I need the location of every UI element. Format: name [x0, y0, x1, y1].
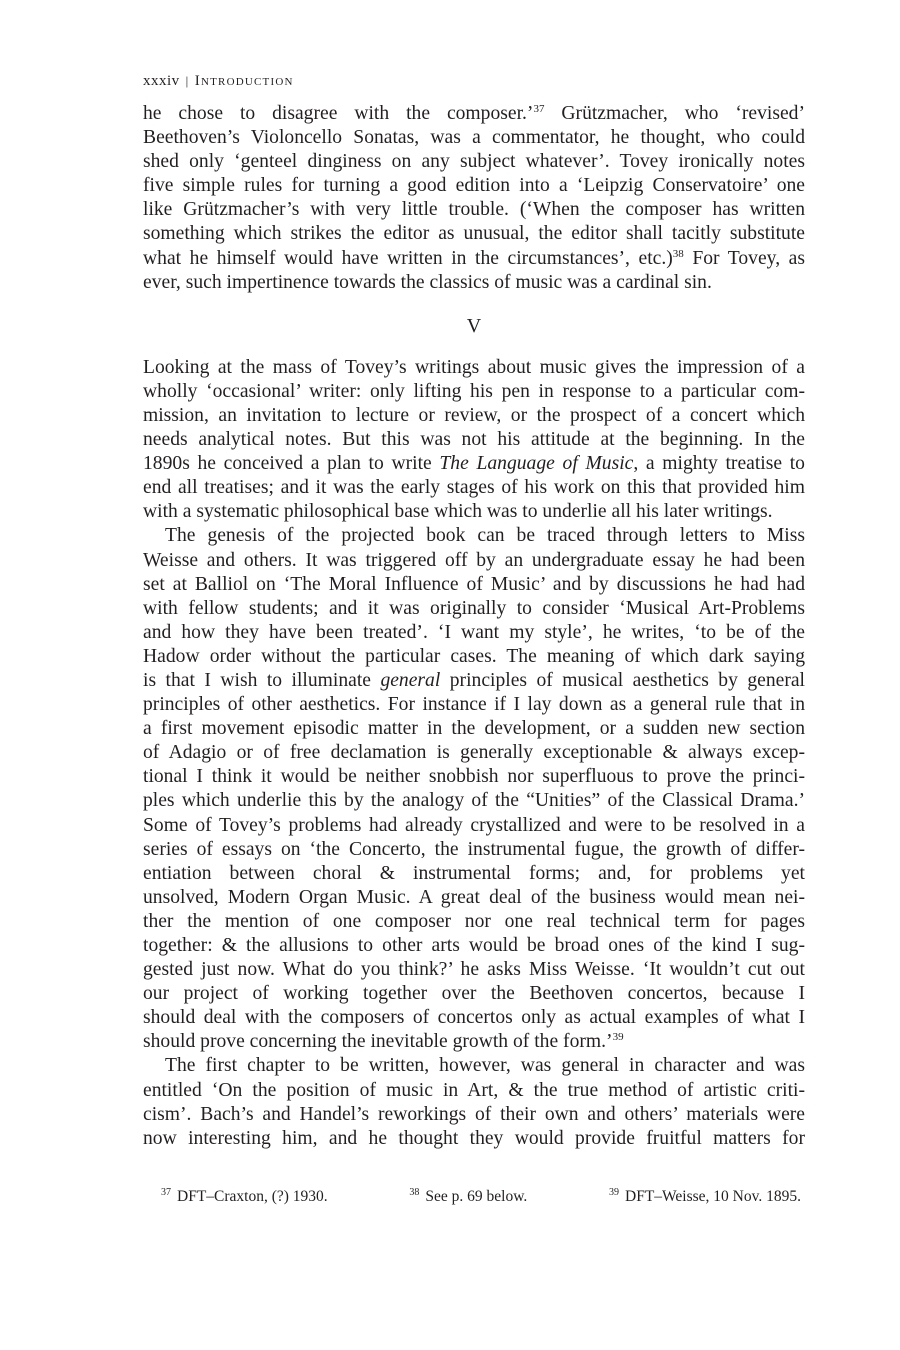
running-head	[143, 70, 805, 92]
text-line: Looking at the mass of Tovey’s writings about music gives the impression of a	[143, 356, 805, 378]
text-line: Weisse and others. It was triggered off by an undergraduate essay he had been	[143, 549, 805, 571]
text-line: entiation between choral & instrumental forms; and, for problems yet	[143, 862, 805, 884]
emphasis-italic: general	[380, 669, 441, 691]
text-line: The genesis of the projected book can be traced through letters to Miss	[165, 525, 805, 547]
text-line: set at Balliol on ‘The Moral Influence of Music’ and by discussions he had had	[143, 573, 805, 595]
footnote-ref-37[interactable]: 37	[533, 103, 545, 115]
running-head-separator: |	[185, 73, 189, 88]
text-line: gested just now. What do you think?’ he asks Miss Weisse. ‘It wouldn’t cut out	[143, 959, 805, 981]
text-line: needs analytical notes. But this was not his attitude at the beginning. In the	[143, 429, 805, 451]
text-line: ples which underlie this by the analogy of the “Unities” of the Classical Drama.’	[143, 790, 805, 812]
text-line: with fellow students; and it was originally to consider ‘Musical Art-Problems	[143, 597, 805, 619]
text-line: together: & the allusions to other arts would be broad ones of the kind I sug-	[143, 935, 805, 956]
section-heading: V	[466, 314, 482, 337]
book-title-italic: The Language of Music	[439, 453, 634, 475]
text-line: our project of working together over the Beethoven concertos, because I	[143, 983, 805, 1005]
text-line: entitled ‘On the position of music in Art, & the true method of artistic criti-	[143, 1079, 805, 1101]
text-line: and how they have been treated’. ‘I want my style’, he writes, ‘to be of the	[143, 621, 805, 643]
paragraph-continued	[143, 102, 805, 295]
footnote-39: $^{39}$ DFT–Weisse, 10 Nov. 1895.	[609, 1187, 801, 1205]
text-line: cism’. Bach’s and Handel’s reworkings of their own and others’ materials were	[143, 1103, 805, 1125]
text-line: Some of Tovey’s problems had already crystallized and were to be resolved in a	[143, 814, 805, 836]
text-line: something which strikes the editor as unusual, the editor shall tacitly substitute	[143, 223, 805, 245]
page-number: xxxiv	[143, 73, 180, 89]
text-line: tional I think it would be neither snobbish nor superfluous to prove the princi-	[143, 766, 805, 788]
footnotes	[161, 1187, 801, 1207]
text-line: should deal with the composers of concertos only as actual examples of what I	[143, 1007, 805, 1029]
text-line: like Grützmacher’s with very little trouble. (‘When the composer has written	[143, 199, 805, 221]
text-line: Hadow order without the particular cases. The meaning of which dark saying	[143, 645, 805, 667]
text-line: a first movement episodic matter in the development, or a sudden new section	[143, 718, 805, 740]
text-line: ther the mention of one composer nor one real technical term for pages	[143, 910, 805, 932]
book-page	[143, 70, 805, 1151]
text-line: shed only ‘genteel dinginess on any subject whatever’. Tovey ironically notes	[143, 151, 805, 173]
footnote-37: $^{37}$ DFT–Craxton, (?) 1930.	[161, 1187, 328, 1205]
text-line: mission, an invitation to lecture or review, or the prospect of a concert which	[143, 404, 805, 426]
text-line: wholly ‘occasional’ writer: only lifting his pen in response to a particular com-	[143, 380, 805, 402]
paragraph	[143, 524, 805, 1054]
paragraph	[143, 356, 805, 525]
text-line: end all treatises; and it was the early stages of his work on this that provided him	[143, 477, 805, 499]
text-line: five simple rules for turning a good edition into a ‘Leipzig Conservatoire’ one	[143, 175, 805, 197]
footnote-ref-39[interactable]: 39	[612, 1031, 624, 1044]
text-line: of Adagio or of free declamation is generally exceptionable & always excep-	[143, 742, 805, 764]
text-line: with a systematic philosophical base which was to underlie all his later writings.	[143, 501, 773, 523]
text-line: now interesting him, and he thought they would provide fruitful matters for	[143, 1127, 805, 1149]
text-line: Beethoven’s Violoncello Sonatas, was a commentator, he thought, who could	[143, 127, 805, 149]
text-line: principles of other aesthetics. For instance if I lay down as a general rule that in	[143, 694, 805, 716]
text-line: he chose to disagree with the composer.’$^{37}$ Grützmacher, who ‘revised’	[143, 103, 805, 124]
text-line: what he himself would have written in the circumstances’, etc.)$^{38}$ For Tovey, as	[143, 247, 805, 269]
text-line: should prove concerning the inevitable growth of the form.’$^{39}$	[143, 1031, 624, 1053]
text-line: unsolved, Modern Organ Music. A great deal of the business would mean nei-	[143, 886, 805, 908]
running-head-title: Introduction	[194, 73, 294, 89]
footnote-38: $^{38}$ See p. 69 below.	[409, 1187, 528, 1205]
text-line: is that I wish to illuminate general principles of musical aesthetics by general	[143, 669, 805, 691]
text-line: ever, such impertinence towards the classics of music was a cardinal sin.	[143, 271, 712, 293]
text-line: 1890s he conceived a plan to write The Language of Music, a mighty treatise to	[143, 453, 805, 475]
footnote-ref-38[interactable]: 38	[672, 247, 684, 260]
paragraph	[143, 1054, 805, 1150]
text-line: The first chapter to be written, however, was general in character and was	[165, 1055, 805, 1077]
text-line: series of essays on ‘the Concerto, the instrumental fugue, the growth of differ-	[143, 838, 805, 860]
